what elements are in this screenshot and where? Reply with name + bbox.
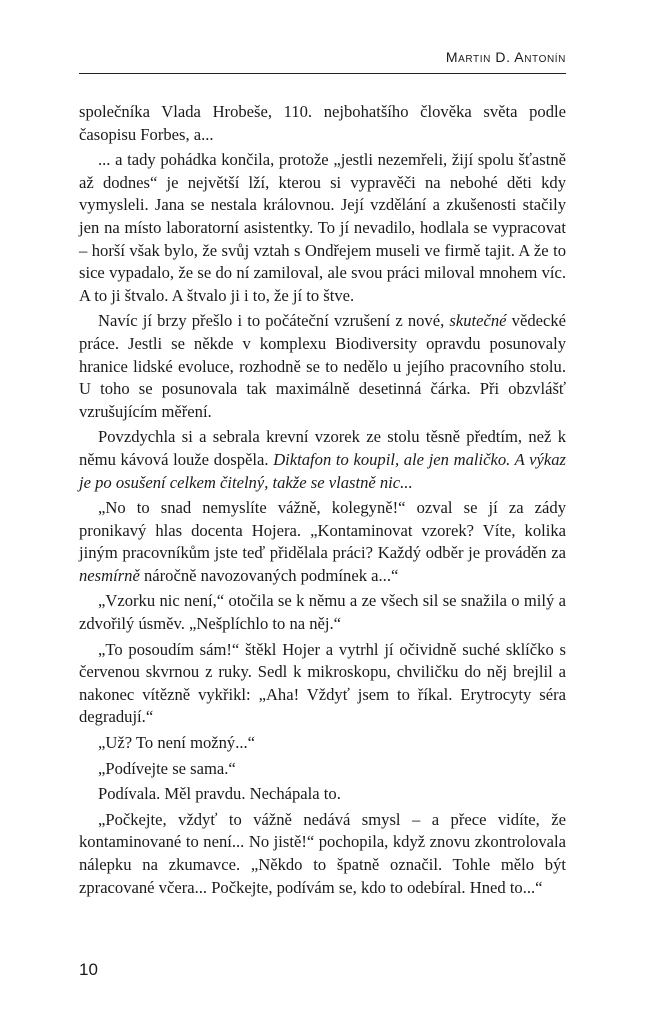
paragraph bbox=[79, 310, 566, 423]
paragraph bbox=[79, 783, 566, 806]
italic-text: skutečné bbox=[449, 311, 507, 331]
running-header bbox=[79, 45, 566, 74]
text-segment: „Už? To není možný...“ bbox=[98, 733, 256, 753]
text-segment: „To posoudím sám!“ štěkl Hojer a vytrhl jí očividně suché sklíčko s červenou skvrnou z ruky. Sedl k mikroskopu, chviličku do něj brejlil a nakonec vítězně vykřikl: „Aha! Vždyť jsem to říkal. Erytrocyty séra degradují.“ bbox=[79, 639, 566, 727]
paragraph bbox=[79, 758, 566, 781]
text-segment: „Počkejte, vždyť to vážně nedává smysl – a přece vidíte, že kontaminované to není... No jistě!“ pochopila, když znovu zkontrolovala nálepku na zkumavce. „Někdo to špatně označil. Tohle mělo být zpracované včera... Počkejte, podívám se, kdo to odebíral. Hned to...“ bbox=[79, 809, 566, 897]
text-segment: náročně navozovaných podmínek a...“ bbox=[139, 565, 399, 585]
paragraph bbox=[79, 149, 566, 307]
italic-text: Diktafon to koupil, ale jen maličko. A výkaz je po osušení celkem čitelný, takže se vlastně nic... bbox=[79, 449, 566, 492]
paragraph bbox=[79, 732, 566, 755]
text-segment: Povzdychla si a sebrala krevní vzorek ze stolu těsně předtím, než k němu kávová louže dospěla. bbox=[79, 427, 566, 469]
text-segment: „No to snad nemyslíte vážně, kolegyně!“ ozval se jí za zády pronikavý hlas docenta Hojera. „Kontaminovat vzorek? Víte, kolika jiným pracovníkům jste teď přidělala práci? Každý odběr je prováděn za bbox=[79, 498, 566, 563]
italic-text: nesmírně bbox=[79, 565, 140, 585]
header-author: Martin D. Antonín bbox=[445, 49, 566, 65]
text-segment: Podívala. Měl pravdu. Nechápala to. bbox=[98, 784, 341, 804]
paragraph bbox=[79, 101, 566, 146]
text-segment: „Vzorku nic není,“ otočila se k němu a ze všech sil se snažila o milý a zdvořilý úsměv. „Nešplíchlo to na něj.“ bbox=[79, 591, 566, 634]
text-segment: Navíc jí brzy přešlo i to počáteční vzrušení z nové, bbox=[98, 311, 450, 331]
paragraph bbox=[79, 809, 566, 899]
paragraph bbox=[79, 426, 566, 494]
paragraph bbox=[79, 590, 566, 635]
paragraph bbox=[79, 639, 566, 729]
text-segment: ... a tady pohádka končila, protože „jestli nezemřeli, žijí spolu šťastně až dodnes“ je největší lží, kterou si vypravěči na nebohé děti kdy vymysleli. Jana se nestala královnou. Její vzdělání a zkušenosti stačily jen na místo laboratorní asistentky. To jí nevadilo, hodlala se vypracovat – horší však bylo, že svůj vztah s Ondřejem museli ve firmě tajit. A že to sice vypadalo, že se do ní zamiloval, ale svou práci miloval mnohem víc. A to ji štvalo. A štvalo ji i to, že jí to štve. bbox=[79, 150, 566, 305]
text-segment: společníka Vlada Hrobeše, 110. nejbohatšího člověka světa podle časopisu Forbes, a... bbox=[79, 102, 566, 144]
page-number: 10 bbox=[79, 960, 98, 979]
body-text bbox=[79, 101, 566, 899]
paragraph bbox=[79, 497, 566, 587]
text-segment: vědecké práce. Jestli se někde v komplexu Biodiversity opravdu posunovaly hranice lidské evoluce, rozhodně se to nedělo u jejího pracovního stolu. U toho se posunovala tak maximálně desetinná čárka. Při obzvlášť vzrušujícím měření. bbox=[79, 311, 567, 421]
text-segment: „Podívejte se sama.“ bbox=[98, 758, 236, 778]
